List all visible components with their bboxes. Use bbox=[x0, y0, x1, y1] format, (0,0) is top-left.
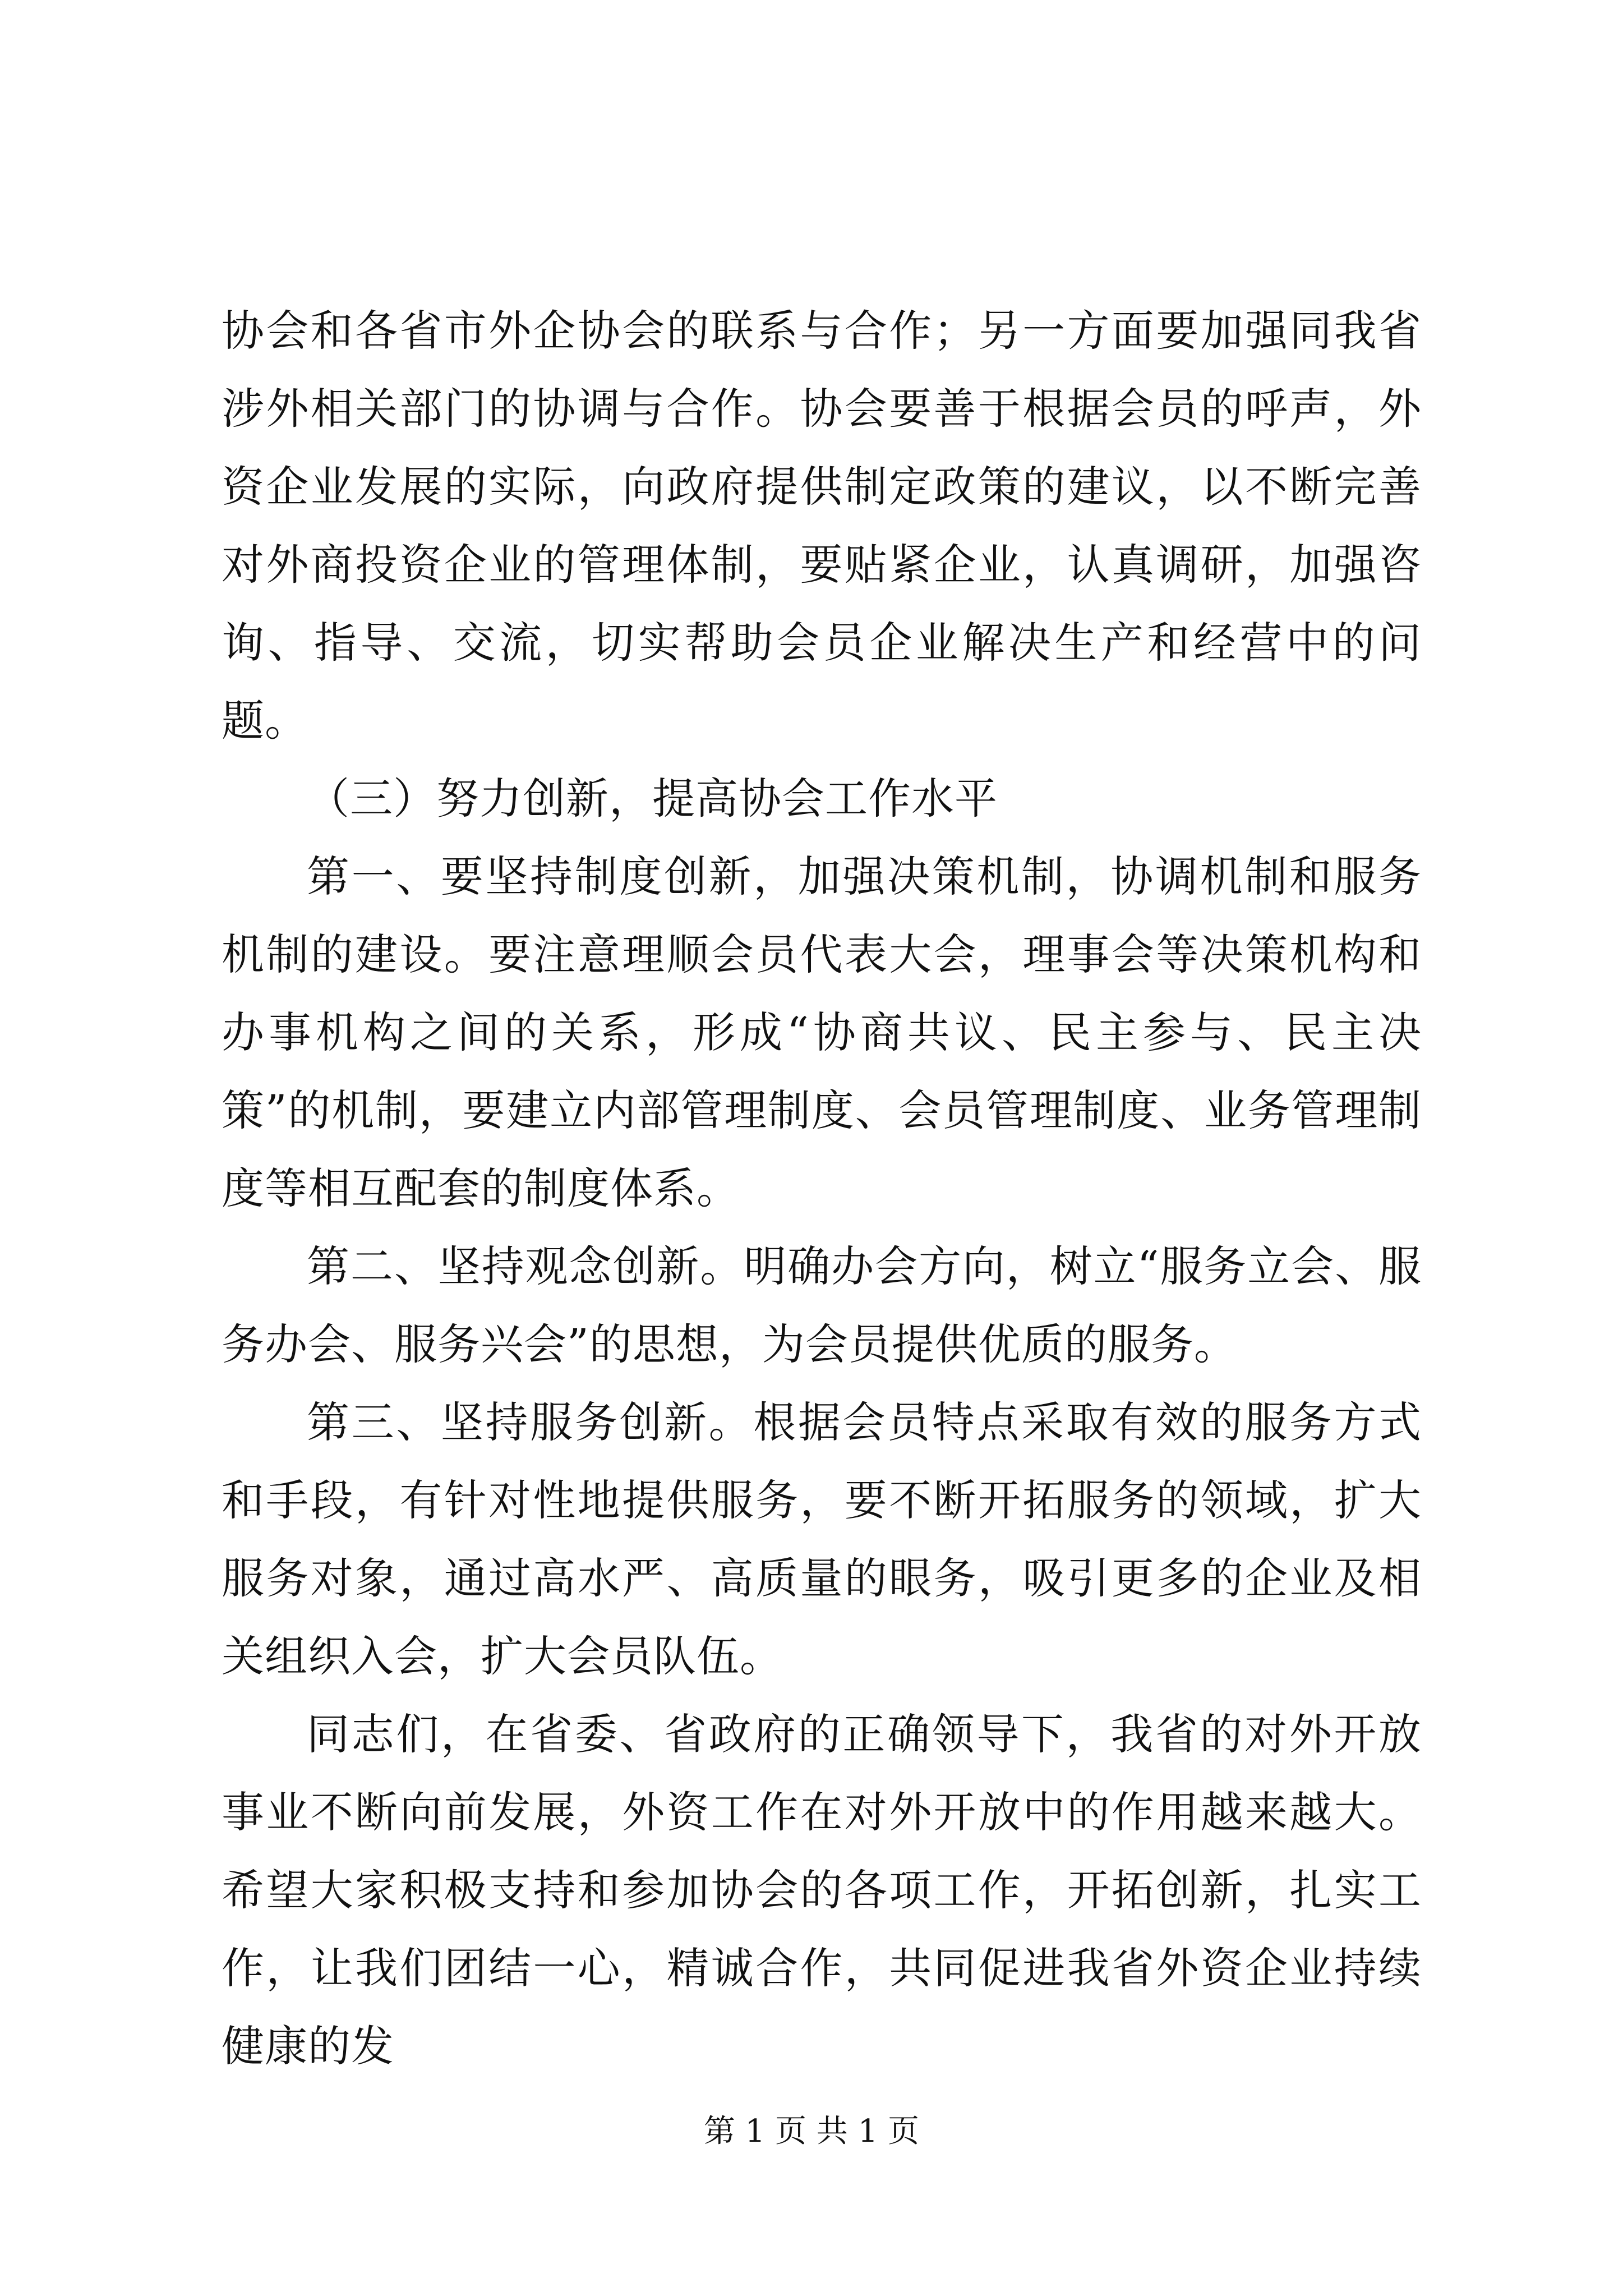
section-heading: （三）努力创新，提高协会工作水平 bbox=[307, 774, 998, 823]
paragraph-third: 第三、坚持服务创新。根据会员特点采取有效的服务方式和手段，有针对性地提供服务，要不断开拓服务的领域，扩大服务对象，通过高水严、高质量的眼务，吸引更多的企业及相关组织入会，扩大会员队伍。 bbox=[222, 1397, 1422, 1681]
paragraph-first: 第一、要坚持制度创新，加强决策机制，协调机制和服务机制的建设。要注意理顺会员代表大会，理事会等决策机构和办事机构之间的关系，形成“协商共议、民主参与、民主决策”的机制，要建立内部管理制度、会员管理制度、业务管理制度等相互配套的制度体系。 bbox=[222, 852, 1422, 1213]
document-body bbox=[222, 292, 1422, 2085]
paragraph-continuation: 协会和各省市外企协会的联系与合作；另一方面要加强同我省涉外相关部门的协调与合作。协会要善于根据会员的呼声，外资企业发展的实际，向政府提供制定政策的建议，以不断完善对外商投资企业的管理体制，要贴紧企业，认真调研，加强咨询、指导、交流，切实帮助会员企业解决生产和经营中的问题。 bbox=[222, 306, 1422, 746]
page-number-footer: 第 1 页 共 1 页 bbox=[703, 2113, 920, 2150]
paragraph-closing: 同志们，在省委、省政府的正确领导下，我省的对外开放事业不断向前发展，外资工作在对外开放中的作用越来越大。希望大家积极支持和参加协会的各项工作，开拓创新，扎实工作，让我们团结一心，精诚合作，共同促进我省外资企业持续健康的发 bbox=[222, 1709, 1422, 2071]
paragraph-second: 第二、坚持观念创新。明确办会方向，树立“服务立会、服务办会、服务兴会”的思想，为会员提供优质的服务。 bbox=[222, 1241, 1422, 1369]
